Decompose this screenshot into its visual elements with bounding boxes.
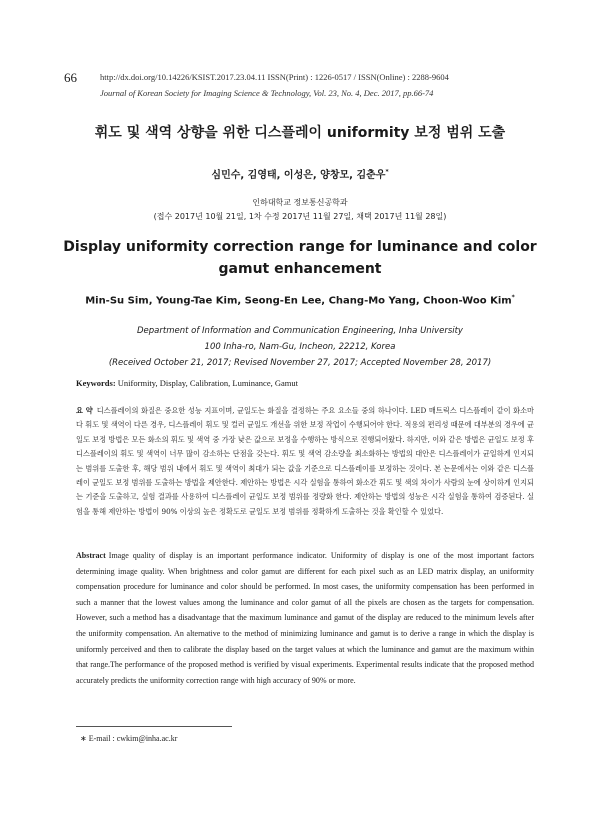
keywords-label: Keywords: [76,378,116,388]
affiliation-dates: (Received October 21, 2017; Revised November 27, 2017; Accepted November 28, 2017) [108,358,492,368]
korean-authors [40,166,560,181]
corresponding-mark: * [385,168,389,176]
korean-author-names: 심민수, 김영태, 이성은, 양창모, 김춘우 [211,170,386,181]
english-abstract [76,548,534,688]
korean-abstract-text: 디스플레이의 화질은 중요한 성능 지표이며, 균일도는 화질을 결정하는 주요 요소들 중의 하나이다. LED 매트릭스 디스플레이 같이 화소마다 휘도 및 색역이 다른 경우, 디스플레이 휘도 및 컬러 균일도 개선을 위한 보정 작업이 수행되어야 한다. 적용의 편리성 때문에 대부분의 경우에 균일도 보정 방법은 모든 화소의 휘도 및 색역 중 가장 낮은 값으로 보정을 수행하는 방식으로 진행되어왔다. 하지만, 이와 같은 방법은 균일도 보정 후 디스플레이의 휘도 및 색역이 너무 많이 감소하는 단점을 갖는다. 휘도 및 색역 감소량을 최소화하는 방법의 대안은 디스플레이가 균일하게 인지되는 범위를 도출한 후, 해당 범위 내에서 휘도 및 색역이 최대가 되는 값을 기준으로 디스플레이를 보정하는 것이다. 본 논문에서는 이와 같은 디스플레이 균일도 보정 범위를 도출하는 방법을 제안한다. 제안하는 방법은 시각 실험을 통하여 화소간 휘도 및 색의 차이가 사람의 눈에 상이하게 인지되는 기준을 도출하고, 실험 결과를 사용하여 디스플레이 균일도 보정 범위를 정량화 한다. 제안하는 방법의 성능은 시각 실험을 통하여 검증된다. 실험을 통해 제안하는 방법이 90% 이상의 높은 정확도로 균일도 보정 범위를 정확하게 도출하는 것을 확인할 수 있었다. [76,406,535,516]
english-authors [40,294,560,306]
korean-abstract-label: 요 약 [76,406,93,415]
english-affiliation [40,323,560,371]
english-title: Display uniformity correction range for luminance and color gamut enhancement [63,239,537,277]
english-author-names: Min-Su Sim, Young-Tae Kim, Seong-En Lee, Chang-Mo Yang, Choon-Woo Kim [85,295,512,307]
korean-affiliation: 인하대학교 정보통신공학과 [252,198,348,207]
english-abstract-label: Abstract [76,551,106,560]
affiliation-address: 100 Inha-ro, Nam-Gu, Incheon, 22212, Korea [204,342,396,352]
page-number: 66 [64,70,77,85]
affiliation-department: Department of Information and Communication Engineering, Inha University [137,326,463,336]
doi-issn-line: http://dx.doi.org/10.14226/KSIST.2017.23.04.11 ISSN(Print) : 1226-0517 / ISSN(Online) : 2288-9604 [100,72,449,82]
keywords-text: Uniformity, Display, Calibration, Luminance, Gamut [117,378,298,388]
footnote-divider [76,726,232,727]
english-abstract-text: Image quality of display is an important performance indicator. Uniformity of display is one of the most important factors determining image quality. When brightness and color gamut are different for each pixel such as an LED matrix display, an uniformity compensation procedure for luminance and color should be performed. In most cases, the uniformity compensation has been performed in such a manner that the lowest values among the luminance and color gamut of all the pixels are chosen as the targets for compensation. However, such a method has a disadvantage that the maximum luminance and gamut of the display are reduced to the minimum levels after the uniformity compensation. An alternative to the method of minimizing luminance and gamut is to derive a range in which the display is uniformly perceived and then to calibrate the display based on the target values at which the luminance and gamut are the maximum within that range.The performance of the proposed method is verified by visual experiments. Experimental results indicate that the proposed method accurately predicts the uniformity correction range with high accuracy of 90% or more. [76,551,534,685]
korean-title: 휘도 및 색역 상향을 위한 디스플레이 uniformity 보정 범위 도출 [94,125,506,141]
keywords [76,378,536,388]
corresponding-mark-en: * [511,294,515,301]
footnote-email: ∗ E-mail : cwkim@inha.ac.kr [80,734,178,743]
journal-citation: Journal of Korean Society for Imaging Science & Technology, Vol. 23, No. 4, Dec. 2017, pp.66-74 [100,88,434,98]
korean-abstract [76,404,534,519]
korean-dates: (접수 2017년 10월 21일, 1차 수정 2017년 11월 27일, 채택 2017년 11월 28일) [153,212,447,221]
